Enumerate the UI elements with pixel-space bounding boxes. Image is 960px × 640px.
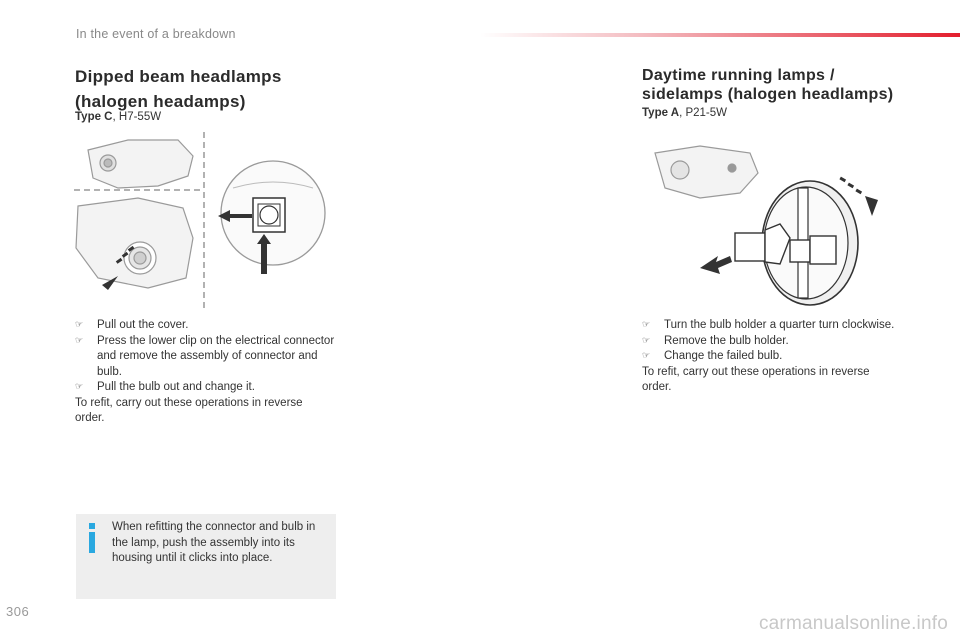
left-illustration <box>68 128 338 310</box>
left-type-label: Type C <box>75 111 113 123</box>
right-type-value: , P21-5W <box>679 107 727 119</box>
watermark: carmanualsonline.info <box>758 613 948 634</box>
bullet-icon: ☞ <box>642 320 651 330</box>
right-section-title: Daytime running lamps / sidelamps (halogen headlamps) <box>642 67 894 103</box>
header-rule <box>480 33 960 37</box>
right-type-label: Type A <box>642 107 680 119</box>
left-steps <box>75 318 335 427</box>
left-step: ☞ Press the lower clip on the electrical connector and remove the assembly of connector and bulb. <box>75 334 335 378</box>
bullet-icon: ☞ <box>75 382 84 392</box>
right-step: ☞ Remove the bulb holder. <box>642 334 902 350</box>
bullet-icon: ☞ <box>75 335 84 346</box>
left-section-title: Dipped beam headlamps (halogen headamps) <box>75 67 282 111</box>
left-type-line <box>75 111 161 123</box>
right-step: ☞ Change the failed bulb. <box>642 349 902 365</box>
right-refit-text: To refit, carry out these operations in reverse order. <box>642 365 870 393</box>
left-step: ☞ Pull the bulb out and change it. <box>75 380 335 396</box>
info-box <box>76 514 336 599</box>
right-type-line <box>642 107 727 119</box>
info-icon <box>86 523 98 553</box>
left-refit-text: To refit, carry out these operations in reverse order. <box>75 396 303 424</box>
bullet-icon: ☞ <box>642 351 651 361</box>
page-number: 306 <box>6 604 30 619</box>
right-step: ☞ Turn the bulb holder a quarter turn clockwise. <box>642 318 902 334</box>
right-illustration <box>640 138 890 308</box>
left-step: ☞ Pull out the cover. <box>75 318 335 334</box>
header-title: In the event of a breakdown <box>76 27 236 41</box>
info-text: When refitting the connector and bulb in the lamp, push the assembly into its housing until it clicks into place. <box>112 521 316 564</box>
left-type-value: , H7-55W <box>112 111 162 123</box>
bullet-icon: ☞ <box>75 320 84 330</box>
right-steps <box>642 318 902 396</box>
bullet-icon: ☞ <box>642 335 651 346</box>
